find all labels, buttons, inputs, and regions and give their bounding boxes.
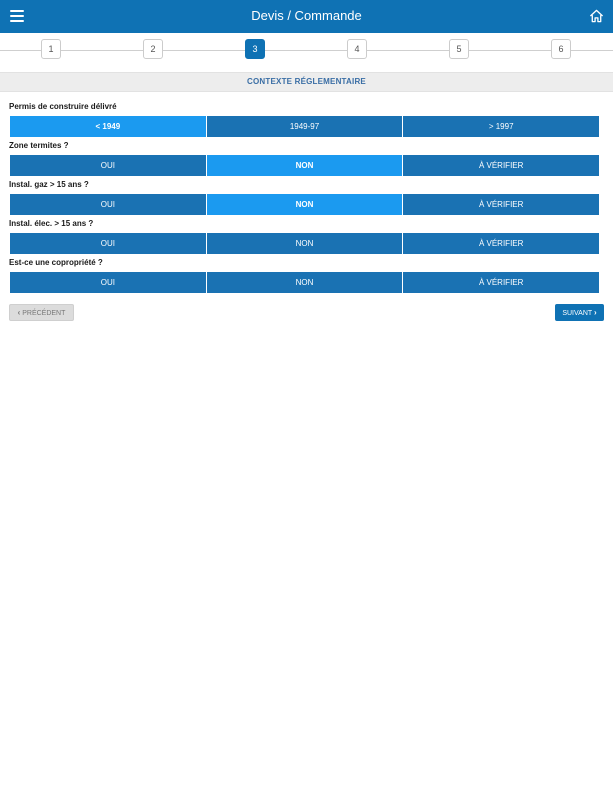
step-3[interactable]: 3: [245, 39, 265, 59]
option-termites-verifier[interactable]: À VÉRIFIER: [403, 155, 599, 176]
options-gaz: [10, 194, 599, 215]
options-copropriete: [10, 272, 599, 293]
page-title: Devis / Commande: [251, 8, 362, 23]
question-label-gaz: Instal. gaz > 15 ans ?: [9, 180, 89, 189]
step-6[interactable]: 6: [551, 39, 571, 59]
next-button-label: SUIVANT: [562, 310, 593, 317]
options-termites: [10, 155, 599, 176]
options-elec: [10, 233, 599, 254]
step-1[interactable]: 1: [41, 39, 61, 59]
option-copro-non[interactable]: NON: [207, 272, 403, 293]
option-gaz-oui[interactable]: OUI: [10, 194, 206, 215]
option-gaz-verifier[interactable]: À VÉRIFIER: [403, 194, 599, 215]
options-permis: [10, 116, 599, 137]
question-label-copropriete: Est-ce une copropriété ?: [9, 258, 103, 267]
option-1949-97[interactable]: 1949-97: [207, 116, 403, 137]
option-termites-oui[interactable]: OUI: [10, 155, 206, 176]
previous-button-label: PRÉCÉDENT: [22, 310, 66, 317]
chevron-right-icon: ›: [593, 308, 597, 317]
question-label-termites: Zone termites ?: [9, 141, 69, 150]
previous-button[interactable]: [9, 304, 74, 321]
step-5[interactable]: 5: [449, 39, 469, 59]
app-header: [0, 0, 613, 33]
step-2[interactable]: 2: [143, 39, 163, 59]
question-label-elec: Instal. élec. > 15 ans ?: [9, 219, 94, 228]
option-elec-verifier[interactable]: À VÉRIFIER: [403, 233, 599, 254]
option-copro-oui[interactable]: OUI: [10, 272, 206, 293]
section-title: CONTEXTE RÉGLEMENTAIRE: [0, 72, 613, 92]
option-after-1997[interactable]: > 1997: [403, 116, 599, 137]
next-button[interactable]: [555, 304, 604, 321]
option-copro-verifier[interactable]: À VÉRIFIER: [403, 272, 599, 293]
home-icon[interactable]: [589, 8, 604, 24]
progress-stepper: [0, 33, 613, 68]
stepper-line: [0, 50, 613, 51]
option-elec-non[interactable]: NON: [207, 233, 403, 254]
step-4[interactable]: 4: [347, 39, 367, 59]
option-before-1949[interactable]: < 1949: [10, 116, 206, 137]
option-termites-non[interactable]: NON: [207, 155, 403, 176]
option-gaz-non[interactable]: NON: [207, 194, 403, 215]
option-elec-oui[interactable]: OUI: [10, 233, 206, 254]
question-label-permis: Permis de construire délivré: [9, 102, 117, 111]
chevron-left-icon: ‹: [17, 308, 21, 317]
